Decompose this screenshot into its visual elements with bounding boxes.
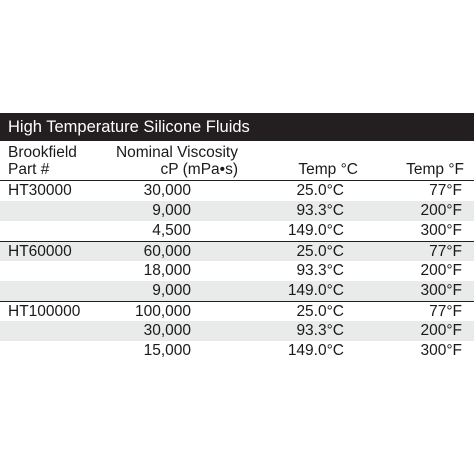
header-viscosity-line1: Nominal Viscosity <box>115 144 238 161</box>
cell-temp-f: 200°F <box>420 202 462 219</box>
header-temp-c: Temp °C <box>298 161 358 178</box>
cell-viscosity: 9,000 <box>152 202 191 219</box>
cell-viscosity: 4,500 <box>152 222 191 239</box>
header-part <box>8 144 77 178</box>
cell-viscosity: 9,000 <box>152 282 191 299</box>
cell-temp-c: 149.0°C <box>287 222 344 239</box>
header-viscosity-line2: cP (mPa•s) <box>160 161 238 178</box>
cell-temp-c: 25.0°C <box>296 303 344 320</box>
table-row <box>0 221 474 241</box>
table-row <box>0 321 474 341</box>
cell-temp-c: 149.0°C <box>287 342 344 359</box>
cell-temp-f: 77°F <box>429 303 462 320</box>
cell-temp-c: 25.0°C <box>296 182 344 199</box>
cell-temp-f: 200°F <box>420 322 462 339</box>
header-temp-f: Temp °F <box>406 161 464 178</box>
header-part-line2: Part # <box>8 161 50 178</box>
cell-temp-c: 93.3°C <box>296 202 344 219</box>
table-header <box>0 141 474 181</box>
cell-temp-c: 25.0°C <box>296 243 344 260</box>
cell-temp-c: 93.3°C <box>296 322 344 339</box>
table-row <box>0 301 474 321</box>
cell-viscosity: 30,000 <box>143 182 191 199</box>
table-row <box>0 201 474 221</box>
cell-temp-c: 93.3°C <box>296 262 344 279</box>
cell-temp-f: 77°F <box>429 243 462 260</box>
cell-part: HT30000 <box>8 182 72 199</box>
cell-viscosity: 15,000 <box>143 342 191 359</box>
header-viscosity <box>116 144 238 178</box>
cell-temp-c: 149.0°C <box>287 282 344 299</box>
cell-viscosity: 18,000 <box>143 262 191 279</box>
cell-temp-f: 300°F <box>420 222 462 239</box>
cell-temp-f: 300°F <box>420 342 462 359</box>
cell-part: HT100000 <box>8 303 81 320</box>
table-row <box>0 341 474 361</box>
fluids-table <box>0 113 474 361</box>
cell-viscosity: 30,000 <box>143 322 191 339</box>
cell-viscosity: 60,000 <box>143 243 191 260</box>
table-title: High Temperature Silicone Fluids <box>0 113 474 141</box>
cell-viscosity: 100,000 <box>134 303 191 320</box>
cell-part: HT60000 <box>8 243 72 260</box>
table-row <box>0 261 474 281</box>
cell-temp-f: 77°F <box>429 182 462 199</box>
table-row <box>0 281 474 301</box>
cell-temp-f: 200°F <box>420 262 462 279</box>
table-row <box>0 181 474 201</box>
header-part-line1: Brookfield <box>8 144 77 161</box>
table-row <box>0 241 474 261</box>
cell-temp-f: 300°F <box>420 282 462 299</box>
